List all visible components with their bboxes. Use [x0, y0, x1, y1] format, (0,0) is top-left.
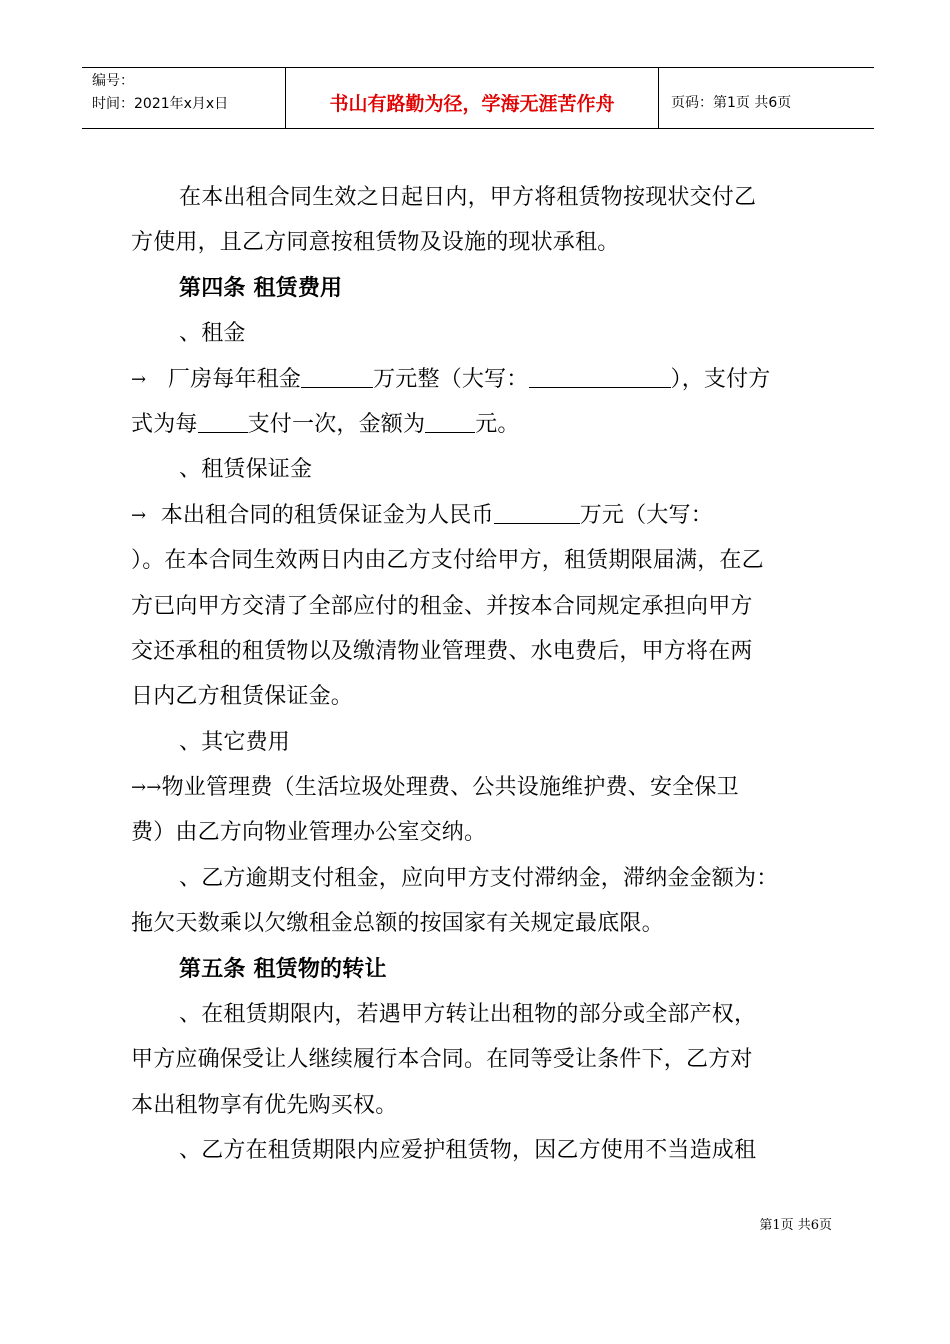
paragraph-line: 拖欠天数乘以欠缴租金总额的按国家有关规定最底限。 [131, 911, 664, 937]
paragraph-line: 、乙方在租赁期限内应爱护租赁物，因乙方使用不当造成租 [179, 1138, 757, 1164]
number-label: 编号： [92, 73, 134, 89]
paragraph-line: 在本出租合同生效之日起日内，甲方将租赁物按现状交付乙 [179, 185, 757, 210]
text-span: 厂房每年租金 [167, 366, 302, 392]
text-span: 万元整（大写： [373, 366, 529, 392]
paragraph-line: 、乙方逾期支付租金，应向甲方支付滞纳金，滞纳金金额为： [179, 865, 779, 891]
paragraph-line [131, 357, 831, 402]
text-span: 支付一次，金额为 [247, 411, 426, 437]
text-span: 元。 [475, 411, 520, 437]
document-body [131, 175, 831, 1174]
paragraph-line: 本出租物享有优先购买权。 [131, 1092, 398, 1118]
header-motto: 书山有路勤为径，学海无涯苦作舟 [285, 68, 659, 128]
paragraph-line: 费）由乙方向物业管理办公室交纳。 [131, 820, 487, 846]
section-heading: 、租赁保证金 [179, 457, 313, 483]
text-span: 万元（大写： [579, 502, 713, 528]
footer-page-number: 第1页 共6页 [759, 1218, 832, 1233]
paragraph-line: 交还承租的租赁物以及缴清物业管理费、水电费后，甲方将在两 [131, 638, 753, 664]
paragraph-line: 、在租赁期限内，若遇甲方转让出租物的部分或全部产权， [179, 1002, 757, 1028]
text-span: ），支付方 [670, 366, 771, 392]
arrow-icon: →→ [131, 777, 162, 799]
article-heading: 第四条 租赁费用 [179, 274, 343, 301]
blank-line [198, 410, 248, 433]
arrow-icon: → [131, 504, 147, 526]
section-heading: 、其它费用 [179, 729, 291, 755]
paragraph-line: 方使用，且乙方同意按租赁物及设施的现状承租。 [131, 230, 620, 256]
text-span: 本出租合同的租赁保证金为人民币 [160, 502, 494, 528]
blank-line [425, 410, 475, 433]
date-label: 时间：2021年x月x日 [92, 96, 229, 112]
text-span: 物业管理费（生活垃圾处理费、公共设施维护费、安全保卫 [161, 775, 739, 801]
paragraph-line [131, 402, 831, 447]
header-left-cell [82, 68, 285, 128]
article-heading: 第五条 租赁物的转让 [179, 955, 387, 982]
header-table [82, 67, 874, 129]
arrow-icon: → [131, 368, 147, 390]
blank-line [494, 501, 580, 524]
paragraph-line [131, 765, 831, 810]
section-heading: 、租金 [179, 321, 246, 347]
paragraph-line: 方已向甲方交清了全部应付的租金、并按本合同规定承担向甲方 [131, 593, 753, 619]
blank-line [529, 365, 671, 388]
paragraph-line: 日内乙方租赁保证金。 [131, 684, 354, 710]
paragraph-line: ）。在本合同生效两日内由乙方支付给甲方，租赁期限届满，在乙 [131, 548, 764, 574]
text-span: 式为每 [131, 411, 198, 437]
header-page-label: 页码：第1页 共6页 [671, 95, 792, 111]
paragraph-line [131, 493, 831, 538]
paragraph-line: 甲方应确保受让人继续履行本合同。在同等受让条件下，乙方对 [131, 1047, 753, 1073]
blank-line [301, 365, 373, 388]
